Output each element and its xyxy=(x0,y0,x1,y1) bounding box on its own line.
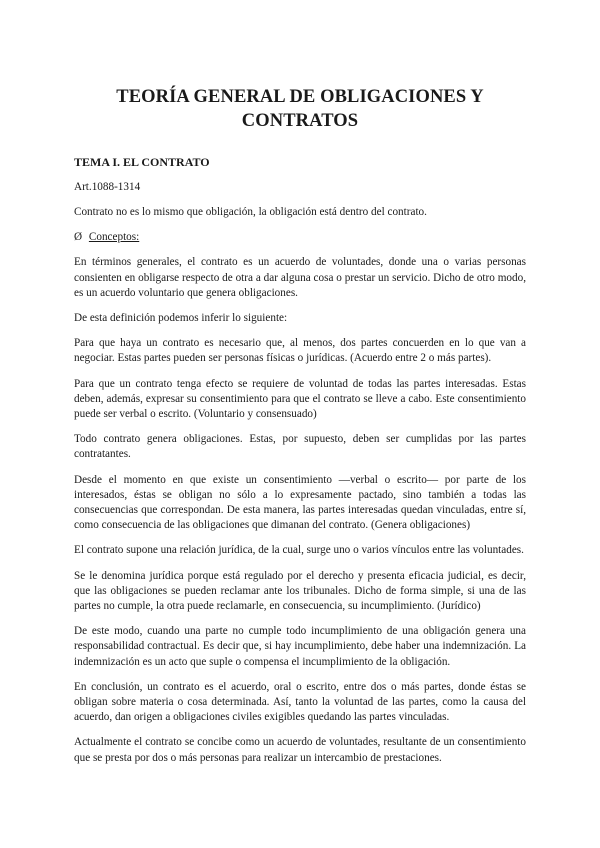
intro-paragraph: Contrato no es lo mismo que obligación, la obligación está dentro del contrato. xyxy=(74,206,427,219)
paragraph-consent: Para que un contrato tenga efecto se requiere de voluntad de todas las partes interesadas. Estas deben, además, expresar su consentimiento para que el contrato se lleve a cabo. Este consentimiento puede ser verbal o escrito. (Voluntario y consensuado) xyxy=(74,377,526,421)
paragraph-current-concept: Actualmente el contrato se concibe como un acuerdo de voluntades, resultante de un consentimiento que se presta por dos o más personas para realizar un intercambio de prestaciones. xyxy=(74,736,526,764)
section-heading: TEMA I. EL CONTRATO xyxy=(74,155,210,169)
paragraph-juridical: Se le denomina jurídica porque está regulado por el derecho y presenta eficacia judicial, es decir, que las obligaciones se pueden reclamar ante los tribunales. Dicho de forma simple, si una de las partes no cumple, la otra puede reclamarle, en consecuencia, su incumplimiento. (Jurídico) xyxy=(74,569,526,613)
document-title-line-2: CONTRATOS xyxy=(241,111,359,131)
document-title-line-1: TEORÍA GENERAL DE OBLIGACIONES Y xyxy=(116,87,484,107)
concepts-heading xyxy=(74,230,526,245)
concepts-label: Conceptos: xyxy=(88,231,140,244)
paragraph-legal-relation: El contrato supone una relación jurídica, de la cual, surge uno o varios vínculos entre las voluntades. xyxy=(74,544,524,557)
paragraph-definition: En términos generales, el contrato es un acuerdo de voluntades, donde una o varias personas consienten en obligarse respecto de otra a dar alguna cosa o prestar un servicio. Dicho de otro modo, es un acuerdo voluntario que genera obligaciones. xyxy=(74,256,526,299)
paragraph-inference: De esta definición podemos inferir lo siguiente: xyxy=(74,312,288,325)
document-title xyxy=(74,0,526,133)
paragraph-obligations: Todo contrato genera obligaciones. Estas, por supuesto, deben ser cumplidas por las partes contratantes. xyxy=(74,433,526,461)
paragraph-binding: Desde el momento en que existe un consentimiento —verbal o escrito— por parte de los interesados, éstas se obligan no sólo a lo expresamente pactado, sino también a todas las consecuencias que correspondan. De esta manera, las partes interesadas quedan vinculadas, entre sí, como consecuencia de las obligaciones que dimanan del contrato. (Genera obligaciones) xyxy=(74,473,526,532)
paragraph-conclusion: En conclusión, un contrato es el acuerdo, oral o escrito, entre dos o más partes, donde éstas se obligan sobre materia o cosa determinada. Así, tanto la voluntad de las partes, como la causa del acuerdo, dan origen a obligaciones civiles exigibles quedando las partes vinculadas. xyxy=(74,680,526,724)
paragraph-liability: De este modo, cuando una parte no cumple todo incumplimiento de una obligación genera una responsabilidad contractual. Es decir que, si hay incumplimiento, debe haber una indemnización. La indemnización es un acto que suple o compensa el incumplimiento de la obligación. xyxy=(74,625,526,668)
article-reference: Art.1088-1314 xyxy=(74,181,141,193)
concepts-bullet: Ø xyxy=(74,231,83,244)
paragraph-parties: Para que haya un contrato es necesario que, al menos, dos partes concuerden en lo que van a negociar. Estas partes pueden ser personas físicas o jurídicas. (Acuerdo entre 2 o más partes). xyxy=(74,337,526,365)
document-page xyxy=(74,0,526,766)
